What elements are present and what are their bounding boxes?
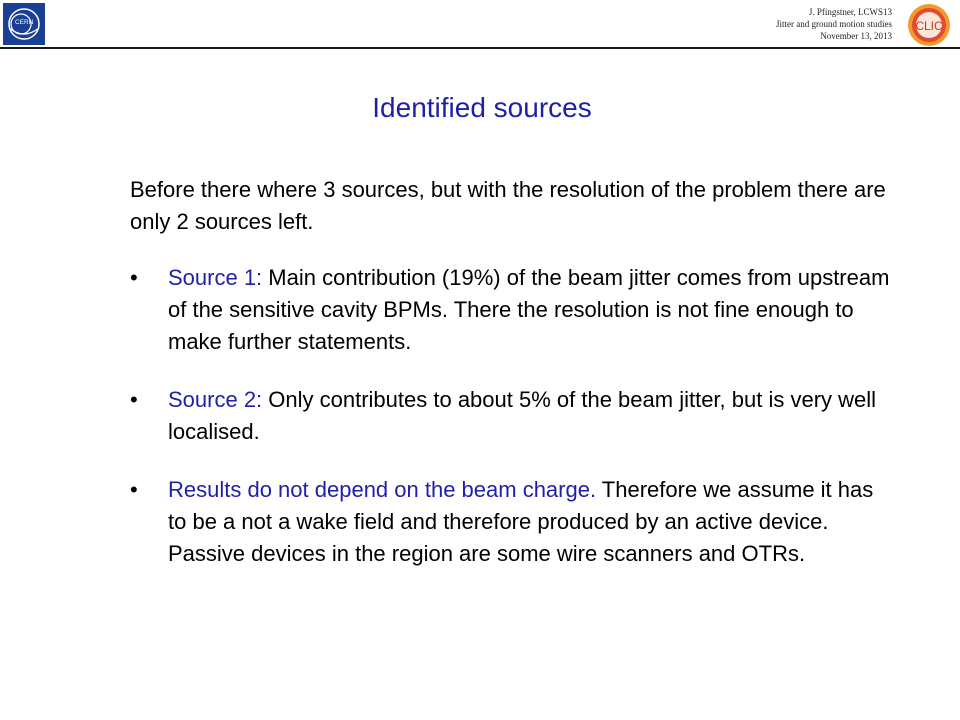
header-meta bbox=[776, 6, 892, 42]
header-author: J. Pfingstner, LCWS13 bbox=[808, 7, 892, 17]
bullet-list bbox=[130, 262, 890, 596]
bullet-lead: Source 2: bbox=[168, 387, 263, 412]
clic-logo-text: CLIC bbox=[915, 19, 943, 33]
bullet-text: Main contribution (19%) of the beam jitter comes from upstream of the sensitive cavity BPMs. There the resolution is not fine enough to make further statements. bbox=[168, 265, 890, 354]
clic-logo bbox=[906, 2, 952, 48]
bullet-dot: • bbox=[130, 387, 138, 412]
cern-logo-text: CERN bbox=[15, 19, 34, 26]
bullet-dot: • bbox=[130, 265, 138, 290]
header-divider bbox=[0, 47, 960, 49]
bullet-item-results bbox=[130, 474, 890, 570]
slide-title: Identified sources bbox=[372, 92, 592, 123]
bullet-lead: Source 1: bbox=[168, 265, 263, 290]
cern-logo bbox=[2, 2, 46, 46]
bullet-text: Only contributes to about 5% of the beam jitter, but is very well localised. bbox=[168, 387, 877, 444]
bullet-dot: • bbox=[130, 477, 138, 502]
header-talk-title: Jitter and ground motion studies bbox=[776, 19, 892, 29]
header-date: November 13, 2013 bbox=[820, 31, 892, 41]
bullet-lead: Results do not depend on the beam charge. bbox=[168, 477, 597, 502]
intro-text: Before there where 3 sources, but with the resolution of the problem there are only 2 sources left. bbox=[130, 177, 886, 234]
bullet-item-source-1 bbox=[130, 262, 890, 358]
bullet-item-source-2 bbox=[130, 384, 890, 448]
bullet-text: Therefore we assume it has to be a not a wake field and therefore produced by an active device. Passive devices in the region are some wire scanners and OTRs. bbox=[168, 477, 874, 566]
